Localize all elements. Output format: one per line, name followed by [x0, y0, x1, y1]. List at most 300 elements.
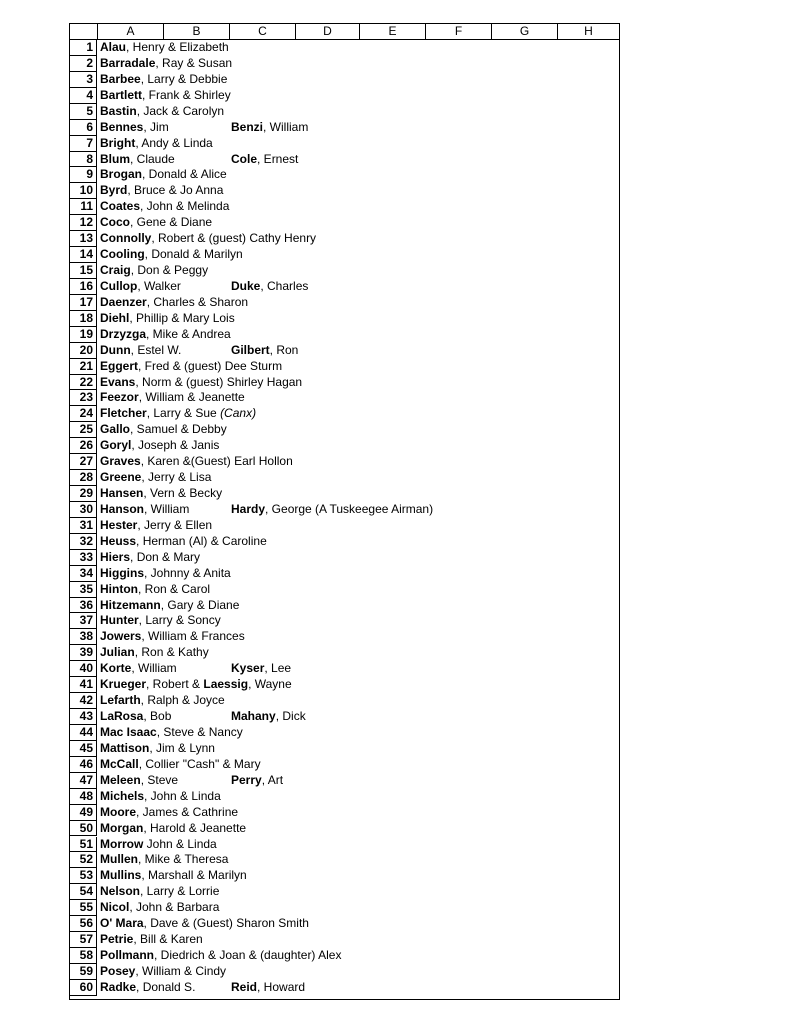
row-number[interactable]: 51	[70, 837, 97, 853]
table-row	[70, 167, 619, 183]
row-number[interactable]: 45	[70, 741, 97, 757]
table-row	[70, 263, 619, 279]
table-row	[70, 693, 619, 709]
surname: Meleen	[100, 772, 141, 787]
given-names: , Ralph & Joyce	[140, 693, 225, 708]
given-names: , William & Frances	[141, 629, 245, 644]
surname: Lefarth	[100, 693, 141, 708]
surname: Feezor	[100, 390, 139, 405]
row-number[interactable]: 47	[70, 773, 97, 789]
table-row	[70, 932, 619, 948]
surname: Korte	[100, 661, 132, 676]
table-row	[70, 789, 619, 805]
row-number[interactable]: 43	[70, 709, 97, 725]
row-number[interactable]: 53	[70, 868, 97, 884]
row-number[interactable]: 1	[70, 40, 97, 56]
table-row	[70, 852, 619, 868]
attendee-entry	[100, 311, 235, 327]
attendee-entry	[100, 518, 212, 534]
table-row	[70, 311, 619, 327]
given-names: , Henry & Elizabeth	[126, 40, 229, 54]
surname: Coco	[100, 215, 130, 230]
table-row	[70, 152, 619, 168]
table-row	[70, 199, 619, 215]
row-number[interactable]: 23	[70, 390, 97, 406]
surname: Byrd	[100, 183, 128, 198]
row-number[interactable]: 24	[70, 406, 97, 422]
surname: Hitzemann	[100, 597, 161, 612]
attendee-entry	[231, 152, 298, 168]
column-header-g[interactable]: G	[492, 24, 558, 39]
table-row	[70, 598, 619, 614]
row-number[interactable]: 50	[70, 821, 97, 837]
table-row	[70, 741, 619, 757]
table-row	[70, 279, 619, 295]
attendee-entry	[100, 215, 212, 231]
table-row	[70, 502, 619, 518]
surname: Mullins	[100, 868, 142, 883]
given-names: , William	[144, 501, 190, 516]
given-names: , Harold & Jeanette	[143, 820, 247, 835]
row-number[interactable]: 9	[70, 167, 97, 183]
row-number[interactable]: 26	[70, 438, 97, 454]
surname: LaRosa	[100, 709, 144, 724]
attendee-entry	[100, 183, 223, 199]
given-names: , Ron & Kathy	[134, 645, 209, 660]
attendee-entry	[100, 167, 227, 183]
given-names: , Karen &(Guest) Earl Hollon	[140, 454, 293, 469]
row-number[interactable]: 40	[70, 661, 97, 677]
table-row	[70, 406, 619, 422]
table-row	[70, 900, 619, 916]
row-number[interactable]: 54	[70, 884, 97, 900]
surname: Moore	[100, 804, 136, 819]
surname: Evans	[100, 374, 136, 389]
surname: Nelson	[100, 884, 141, 899]
row-number[interactable]: 7	[70, 136, 97, 152]
given-names: , Donald & Alice	[142, 167, 227, 182]
row-number[interactable]: 58	[70, 948, 97, 964]
row-number[interactable]: 13	[70, 231, 97, 247]
given-names: , Marshall & Marilyn	[141, 868, 247, 883]
surname: Fletcher	[100, 406, 147, 421]
row-number[interactable]: 34	[70, 566, 97, 582]
given-names: , George (A Tuskeegee Airman)	[265, 501, 434, 516]
surname: Connolly	[100, 231, 152, 246]
surname: Goryl	[100, 438, 132, 453]
row-number[interactable]: 3	[70, 72, 97, 88]
row-number[interactable]: 19	[70, 327, 97, 343]
attendee-entry	[100, 295, 248, 311]
attendee-entry	[100, 741, 215, 757]
given-names: , Ron	[269, 342, 299, 357]
surname: Julian	[100, 645, 135, 660]
given-names: , James & Cathrine	[136, 804, 239, 819]
row-number[interactable]: 20	[70, 343, 97, 359]
table-row	[70, 470, 619, 486]
table-row	[70, 821, 619, 837]
row-number[interactable]: 15	[70, 263, 97, 279]
attendee-entry	[100, 566, 231, 582]
table-row	[70, 104, 619, 120]
attendee-entry	[100, 980, 195, 996]
attendee-entry	[100, 486, 222, 502]
attendee-entry	[100, 773, 178, 789]
given-names: , Ernest	[257, 151, 299, 166]
row-number[interactable]: 27	[70, 454, 97, 470]
attendee-entry	[100, 884, 219, 900]
table-row	[70, 486, 619, 502]
given-names: , Ron & Carol	[138, 581, 211, 596]
status-note: (Canx)	[220, 406, 257, 421]
given-names: , Don & Peggy	[130, 263, 209, 278]
attendee-entry	[100, 916, 309, 932]
attendee-entry	[100, 359, 282, 375]
surname: Kyser	[231, 661, 265, 676]
row-number[interactable]: 14	[70, 247, 97, 263]
given-names: , William	[263, 119, 309, 134]
table-row	[70, 805, 619, 821]
row-number[interactable]: 5	[70, 104, 97, 120]
attendee-entry	[100, 88, 231, 104]
row-number[interactable]: 36	[70, 598, 97, 614]
surname: Hiers	[100, 549, 131, 564]
table-row	[70, 136, 619, 152]
surname: Mahany	[231, 709, 276, 724]
surname: Drzyzga	[100, 326, 147, 341]
surname: Diehl	[100, 310, 130, 325]
given-names: , Samuel & Debby	[130, 422, 227, 437]
surname: Bartlett	[100, 87, 143, 102]
row-number[interactable]: 48	[70, 789, 97, 805]
surname: Eggert	[100, 358, 139, 373]
surname: Reid	[231, 979, 258, 994]
row-number[interactable]: 59	[70, 964, 97, 980]
row-number[interactable]: 44	[70, 725, 97, 741]
table-row	[70, 390, 619, 406]
surname: Hansen	[100, 486, 144, 501]
table-row	[70, 884, 619, 900]
row-number[interactable]: 25	[70, 422, 97, 438]
attendee-entry	[100, 645, 209, 661]
given-names: , John & Melinda	[140, 199, 230, 214]
table-row	[70, 56, 619, 72]
attendee-entry	[100, 375, 302, 391]
surname: McCall	[100, 756, 139, 771]
given-names: , Fred & (guest) Dee Sturm	[138, 358, 283, 373]
surname: Cullop	[100, 278, 138, 293]
table-row	[70, 661, 619, 677]
table-row	[70, 582, 619, 598]
attendee-entry	[100, 56, 232, 72]
row-number[interactable]: 16	[70, 279, 97, 295]
table-row	[70, 327, 619, 343]
given-names: , Frank & Shirley	[142, 87, 231, 102]
table-row	[70, 629, 619, 645]
table-row	[70, 438, 619, 454]
attendee-entry	[100, 438, 219, 454]
surname: Heuss	[100, 533, 137, 548]
table-row	[70, 550, 619, 566]
attendee-entry	[231, 502, 433, 518]
table-row	[70, 88, 619, 104]
attendee-entry	[100, 390, 245, 406]
table-row	[70, 837, 619, 853]
given-names: , Diedrich & Joan & (daughter) Alex	[154, 948, 342, 962]
attendee-entry	[100, 40, 229, 56]
row-number[interactable]: 21	[70, 359, 97, 375]
row-number[interactable]: 4	[70, 88, 97, 104]
surname: Graves	[100, 454, 141, 469]
given-names: , Phillip & Mary Lois	[129, 310, 235, 325]
attendee-entry	[100, 693, 225, 709]
table-row	[70, 964, 619, 980]
surname: Perry	[231, 772, 262, 787]
column-header-b[interactable]: B	[164, 24, 230, 39]
column-header-h[interactable]: H	[584, 24, 593, 38]
surname: Mattison	[100, 740, 150, 755]
row-number[interactable]: 8	[70, 152, 97, 168]
surname: Bastin	[100, 103, 137, 118]
row-number[interactable]: 6	[70, 120, 97, 136]
given-names: , Claude	[130, 151, 175, 166]
attendee-entry	[100, 948, 341, 964]
surname: Hunter	[100, 613, 139, 628]
given-names: , Joseph & Janis	[131, 438, 220, 453]
surname: Petrie	[100, 932, 134, 947]
attendee-entry	[231, 343, 298, 359]
attendee-entry	[100, 120, 169, 136]
row-number[interactable]: 56	[70, 916, 97, 932]
column-header-f[interactable]: F	[426, 24, 492, 39]
attendee-entry	[100, 852, 228, 868]
row-number[interactable]: 33	[70, 550, 97, 566]
row-number[interactable]: 52	[70, 852, 97, 868]
column-header-row	[70, 24, 619, 40]
given-names: , Ray & Susan	[155, 55, 233, 70]
surname: Cooling	[100, 247, 145, 262]
row-number[interactable]: 32	[70, 534, 97, 550]
given-names: , Robert &	[146, 677, 204, 692]
row-number[interactable]: 11	[70, 199, 97, 215]
table-row	[70, 709, 619, 725]
row-number[interactable]: 42	[70, 693, 97, 709]
surname: Gilbert	[231, 342, 270, 357]
given-names: , William & Jeanette	[138, 390, 245, 405]
given-names: , Howard	[257, 979, 306, 994]
column-header-c[interactable]: C	[230, 24, 296, 39]
given-names: , Wayne	[248, 677, 292, 692]
table-row	[70, 247, 619, 263]
given-names: , Charles & Sharon	[146, 294, 249, 309]
given-names: , Mike & Theresa	[138, 852, 229, 867]
surname: Morrow	[100, 836, 144, 851]
row-number[interactable]: 57	[70, 932, 97, 948]
surname: Pollmann	[100, 948, 155, 962]
surname: O' Mara	[100, 916, 144, 931]
table-row	[70, 375, 619, 391]
surname: Daenzer	[100, 294, 147, 309]
attendee-entry	[100, 932, 203, 948]
table-row	[70, 868, 619, 884]
attendee-entry	[100, 279, 181, 295]
table-row	[70, 773, 619, 789]
table-row	[70, 916, 619, 932]
attendee-entry	[100, 550, 200, 566]
attendee-entry	[100, 757, 261, 773]
row-number[interactable]: 2	[70, 56, 97, 72]
surname: Krueger	[100, 677, 147, 692]
surname: Michels	[100, 788, 145, 803]
attendee-entry	[100, 789, 221, 805]
surname: Barbee	[100, 71, 141, 86]
attendee-entry	[100, 231, 316, 247]
given-names: , Collier "Cash" & Mary	[138, 756, 261, 771]
given-names: , William	[131, 661, 177, 676]
row-number[interactable]: 22	[70, 375, 97, 391]
row-number[interactable]: 46	[70, 757, 97, 773]
given-names: , Bruce & Jo Anna	[127, 183, 224, 198]
row-number[interactable]: 60	[70, 980, 97, 996]
row-number[interactable]: 18	[70, 311, 97, 327]
row-number[interactable]: 39	[70, 645, 97, 661]
table-row	[70, 645, 619, 661]
given-names: , Herman (Al) & Caroline	[136, 533, 267, 548]
table-row	[70, 454, 619, 470]
given-names: , Andy & Linda	[135, 135, 213, 150]
row-number[interactable]: 28	[70, 470, 97, 486]
given-names: , Jack & Carolyn	[136, 103, 225, 118]
row-number[interactable]: 31	[70, 518, 97, 534]
attendee-entry	[100, 709, 171, 725]
given-names: , Larry & Lorrie	[140, 884, 220, 899]
row-number[interactable]: 41	[70, 677, 97, 693]
surname: Barradale	[100, 55, 156, 70]
table-row	[70, 757, 619, 773]
given-names: , John & Barbara	[129, 900, 220, 915]
given-names: , Larry & Soncy	[138, 613, 221, 628]
surname: Craig	[100, 263, 131, 278]
table-row	[70, 677, 619, 693]
attendee-entry	[100, 725, 243, 741]
row-number[interactable]: 37	[70, 613, 97, 629]
given-names: , Art	[261, 772, 284, 787]
attendee-entry	[100, 343, 181, 359]
attendee-entry	[100, 900, 219, 916]
attendee-entry	[231, 773, 283, 789]
attendee-entry	[231, 661, 291, 677]
attendee-entry	[100, 629, 245, 645]
spreadsheet-table	[69, 23, 620, 1000]
row-number[interactable]: 10	[70, 183, 97, 199]
attendee-entry	[100, 72, 227, 88]
surname: Jowers	[100, 629, 142, 644]
given-names: , Vern & Becky	[143, 486, 223, 501]
row-number[interactable]: 49	[70, 805, 97, 821]
table-row	[70, 40, 619, 56]
given-names: , Don & Mary	[130, 549, 201, 564]
attendee-entry	[100, 247, 243, 263]
table-row	[70, 613, 619, 629]
surname: Hester	[100, 517, 138, 532]
attendee-entry	[100, 502, 189, 518]
column-header-e[interactable]: E	[360, 24, 426, 39]
table-row	[70, 980, 619, 996]
surname: Nicol	[100, 900, 130, 915]
attendee-entry	[100, 964, 226, 980]
surname: Morgan	[100, 820, 144, 835]
surname: Hardy	[231, 501, 266, 516]
attendee-entry	[231, 980, 305, 996]
table-row	[70, 948, 619, 964]
given-names: , Jim	[143, 119, 169, 134]
given-names: , Gene & Diane	[130, 215, 213, 230]
surname: Gallo	[100, 422, 131, 437]
given-names: , William & Cindy	[135, 963, 227, 978]
given-names: , Lee	[264, 661, 292, 676]
surname: Hanson	[100, 501, 145, 516]
given-names: , Gary & Diane	[160, 597, 240, 612]
attendee-entry	[100, 470, 211, 486]
surname: Mullen	[100, 852, 138, 867]
given-names: , John & Linda	[144, 788, 221, 803]
given-names: , Johnny & Anita	[144, 565, 231, 580]
surname: Coates	[100, 199, 141, 214]
row-number[interactable]: 29	[70, 486, 97, 502]
given-names: , Charles	[260, 278, 309, 293]
attendee-entry	[231, 120, 308, 136]
surname: Blum	[100, 151, 130, 166]
surname: Alau	[100, 40, 127, 54]
given-names: , Robert & (guest) Cathy Henry	[151, 231, 317, 246]
surname: Greene	[100, 470, 142, 485]
row-number[interactable]: 35	[70, 582, 97, 598]
table-row	[70, 518, 619, 534]
given-names: , Walker	[137, 278, 181, 293]
row-number[interactable]: 55	[70, 900, 97, 916]
surname: Cole	[231, 151, 258, 166]
attendee-entry	[100, 582, 210, 598]
given-names: , Donald S.	[136, 979, 196, 994]
given-names: John & Linda	[143, 836, 217, 851]
given-names: , Donald & Marilyn	[144, 247, 243, 262]
row-number[interactable]: 30	[70, 502, 97, 518]
row-number[interactable]: 17	[70, 295, 97, 311]
attendee-entry	[100, 263, 208, 279]
table-row	[70, 534, 619, 550]
attendee-entry	[231, 709, 306, 725]
attendee-entry	[100, 327, 231, 343]
table-row	[70, 359, 619, 375]
table-row	[70, 295, 619, 311]
given-names: , Steve	[140, 772, 179, 787]
row-number[interactable]: 12	[70, 215, 97, 231]
attendee-entry	[100, 152, 175, 168]
column-header-d[interactable]: D	[296, 24, 360, 39]
attendee-entry	[100, 661, 177, 677]
column-header-a[interactable]: A	[98, 24, 164, 39]
given-names: , Norm & (guest) Shirley Hagan	[135, 374, 303, 389]
corner-cell[interactable]	[70, 24, 98, 39]
given-names: , Mike & Andrea	[146, 326, 231, 341]
surname: Bright	[100, 135, 136, 150]
given-names: , Dave & (Guest) Sharon Smith	[143, 916, 309, 931]
attendee-entry	[100, 821, 246, 837]
attendee-entry	[100, 406, 256, 422]
given-names: , Jerry & Ellen	[137, 517, 213, 532]
attendee-entry	[100, 868, 247, 884]
row-number[interactable]: 38	[70, 629, 97, 645]
